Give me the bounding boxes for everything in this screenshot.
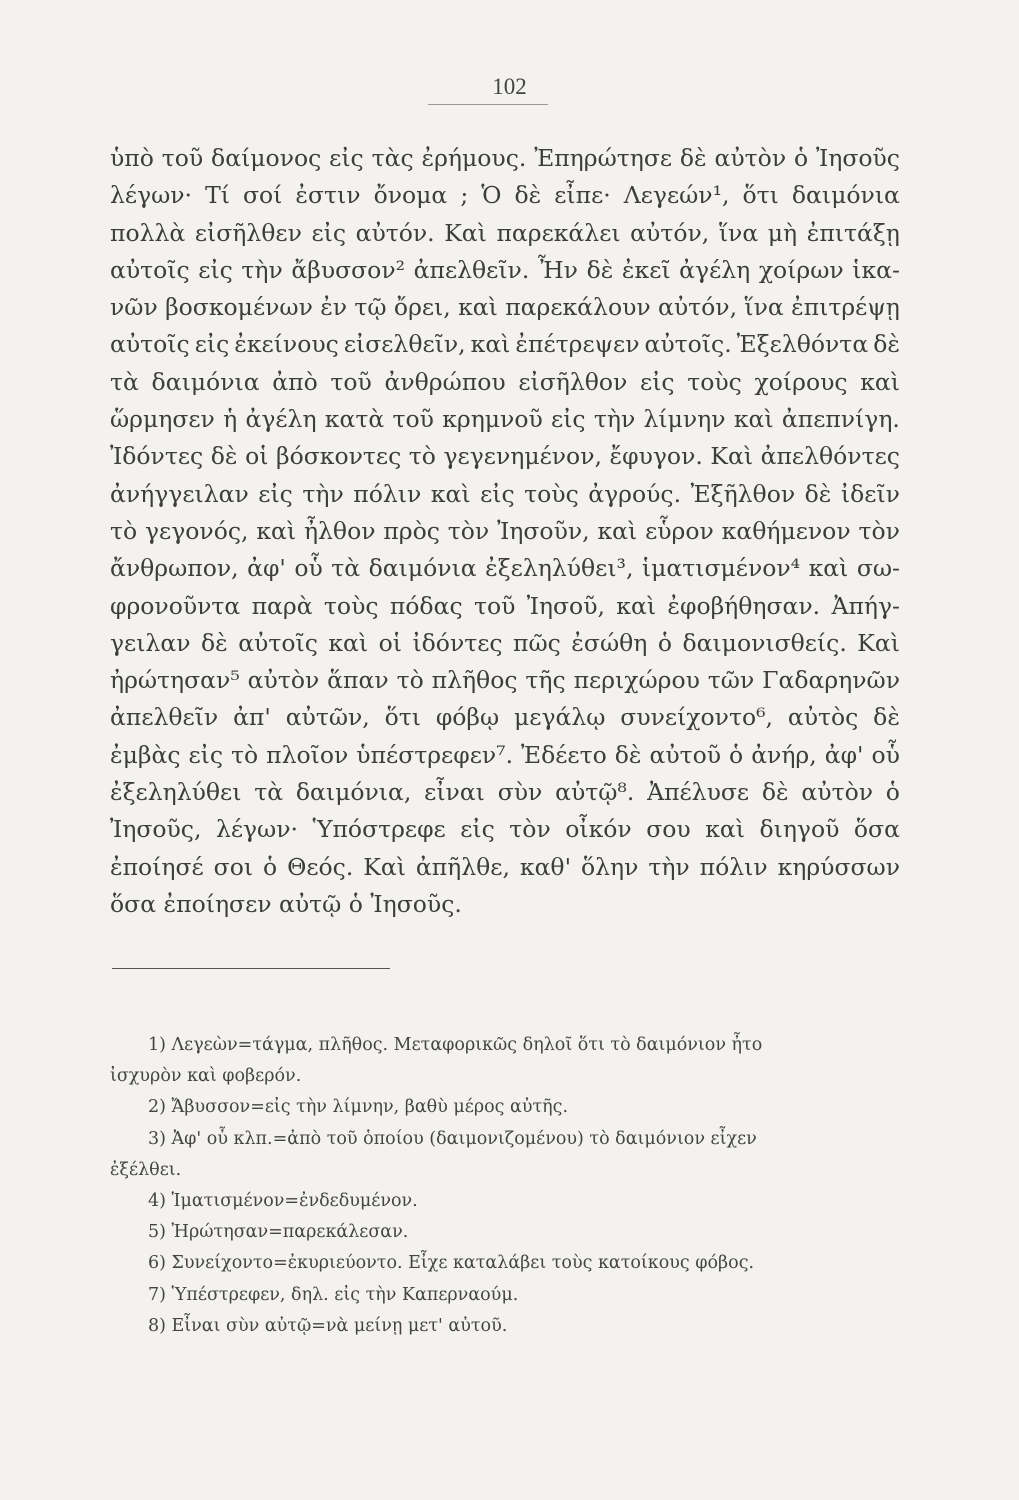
word: Ἐξελθόντα (736, 330, 869, 359)
word: ἰδεῖν (840, 479, 900, 508)
page-number: 102 (492, 74, 527, 99)
word: ἐν (320, 293, 348, 322)
word: Λεγεών¹, (623, 181, 730, 210)
word: ὁ (263, 852, 278, 881)
word: τοὺς (323, 591, 379, 620)
word: εἰς (640, 367, 675, 396)
text-line (110, 737, 900, 774)
word: τοῦ (330, 367, 372, 396)
word: παρεκάλουν (505, 293, 651, 322)
word: αὐτοῖς (110, 255, 190, 284)
word: δὲ (210, 442, 238, 471)
word: τοῦ (473, 591, 516, 620)
word: δὲ (873, 703, 900, 732)
word: νῶν (110, 293, 158, 322)
word: ὅτι (384, 703, 421, 732)
word: ἀφ' (824, 740, 864, 769)
word: ἱκα- (852, 255, 900, 284)
word: αὐτὸν (801, 778, 874, 807)
word: ἀπὸ (272, 367, 318, 396)
word: τὰ (110, 367, 139, 396)
word: λίμνην (643, 405, 726, 434)
word: Ἀπέλυσε (647, 778, 750, 807)
word: ἄνθρωπον, (110, 554, 239, 583)
footnote-rule (112, 968, 390, 969)
word: εὗρον (645, 516, 714, 545)
word: εἰσῆλθον (518, 367, 628, 396)
word: ἀγέλη (245, 405, 317, 434)
word: Ἀπήγ- (831, 591, 900, 620)
word: ἀπελθεῖν (110, 703, 219, 732)
word: τοὺς (687, 367, 742, 396)
word: Θεός. (287, 852, 354, 881)
word: Καὶ (444, 218, 487, 247)
word: καὶ (616, 591, 657, 620)
word: ἐμβὰς (110, 740, 181, 769)
word: καθήμενον (721, 516, 851, 545)
word: ὑπέστρεφεν⁷. (356, 740, 514, 769)
word: ὁ (729, 740, 744, 769)
word: εἰς (188, 740, 224, 769)
word: δὲ (761, 778, 789, 807)
word: σου (646, 815, 691, 844)
text-line (110, 588, 900, 625)
word: ὄρει, (393, 293, 451, 322)
word: καὶ (470, 330, 511, 359)
word: ἐσώθη (571, 628, 648, 657)
word: τὸν (447, 516, 490, 545)
word: εἶπε· (554, 181, 611, 210)
word: εἰς (258, 479, 293, 508)
word: Ἐξῆλθον (690, 479, 796, 508)
header-rule (428, 104, 548, 105)
word: τὴν (241, 255, 283, 284)
word: δὲ (586, 255, 614, 284)
text-line (110, 476, 900, 513)
word: βόσκοντες (276, 442, 402, 471)
word: αὐτόν, (630, 218, 710, 247)
word: ἀνήγγειλαν (110, 479, 249, 508)
word: καὶ (256, 516, 297, 545)
word: καὶ (597, 516, 638, 545)
word: Ἦν (537, 255, 578, 284)
word: σὺν (497, 778, 543, 807)
word: εἶναι (424, 778, 485, 807)
word: δαιμόνια (791, 181, 900, 210)
word: τοῦ (161, 144, 204, 172)
word: ἀπ' (233, 703, 271, 732)
word: βοσκομένων (165, 293, 313, 322)
word: Ἰησοῦς, (110, 815, 202, 844)
word: Καὶ (857, 628, 900, 657)
word: συνείχοντο⁶, (620, 703, 774, 732)
word: αὐτὸν (247, 666, 320, 695)
word: κηρύσσων (777, 852, 900, 881)
text-line (110, 625, 900, 662)
word: ἅπαν (327, 666, 389, 695)
word: κατὰ (324, 405, 385, 434)
word: τῶν (707, 666, 755, 695)
word: καὶ (733, 405, 774, 434)
word: ἐφοβήθησαν. (667, 591, 821, 620)
word: δὲ (679, 144, 707, 172)
word: οἱ (378, 628, 402, 657)
word: λέγων· (215, 815, 298, 844)
word: τὸν (858, 516, 900, 545)
text-line (110, 662, 900, 699)
footnote-line: 6) Συνείχοντο=ἐκυριεύοντο. Εἶχε καταλάβει τοὺς κατοίκους φόβος. (148, 1253, 755, 1274)
word: Ἰδόντες (110, 442, 204, 471)
word: αὐτῶν, (285, 703, 370, 732)
word: σοι (213, 852, 254, 881)
word: ἀπῆλθε, (415, 852, 510, 881)
word: σω- (856, 554, 900, 583)
word: Γαδαρηνῶν (762, 666, 900, 695)
word: οἶκόν (565, 815, 632, 844)
word: πόλιν (353, 479, 422, 508)
footnote-line: 4) Ἱματισμένον=ἐνδεδυμένον. (148, 1190, 418, 1211)
word: ἐξεληλύθει³, (485, 554, 634, 583)
word: εἰσῆλθεν (194, 218, 302, 247)
word: λέγων· (110, 181, 193, 210)
word: ὁ (657, 628, 672, 657)
word: εἰσελθεῖν, (343, 330, 466, 359)
footnote-line: 3) Ἀφ' οὗ κλπ.=ἀπὸ τοῦ ὁποίου (δαιμονιζομένου) τὸ δαιμόνιον εἶχεν (148, 1128, 757, 1149)
word: τὴν (648, 852, 690, 881)
text-line (110, 289, 900, 326)
text-line (110, 215, 900, 252)
footnotes (110, 1030, 900, 1342)
word: καὶ (860, 367, 900, 396)
word: τῆς (525, 666, 566, 695)
text-line: ὅσα ἐποίησεν αὐτῷ ὁ Ἰησοῦς. (110, 889, 462, 918)
word: πόδας (389, 591, 463, 620)
word: ὅσα (853, 815, 900, 844)
word: ἠρώτησαν⁵ (110, 666, 240, 695)
word: τοὺς (524, 479, 579, 508)
word: αὐτόν. (355, 218, 435, 247)
word: ὄνομα (373, 181, 448, 210)
word: φόβῳ (435, 703, 500, 732)
word: ἡ (223, 405, 238, 434)
word: πλῆθος (431, 666, 518, 695)
footnote-line: 1) Λεγεὼν=τάγμα, πλῆθος. Μεταφορικῶς δηλοῖ ὅτι τὸ δαιμόνιον ἦτο (148, 1035, 763, 1055)
word: αὐτόν, (658, 293, 738, 322)
word: αὐτὸν (714, 144, 787, 172)
word: εἰς (311, 218, 346, 247)
footnote-line: ἐξέλθει. (110, 1159, 182, 1180)
text-line (110, 140, 900, 177)
word: ὁ (793, 144, 809, 172)
word: δὲ (804, 479, 832, 508)
word: μεγάλῳ (514, 703, 606, 732)
word: αὐτοῖς (110, 330, 190, 359)
word: οὗ (871, 740, 900, 769)
word: διηγοῦ (759, 815, 840, 844)
word: μὴ (767, 218, 798, 247)
word: ἵνα (744, 293, 784, 322)
word: Ἐδέετο (521, 740, 607, 769)
word: ἰδόντες (412, 628, 503, 657)
word: τὸ (110, 516, 138, 545)
word: Ἰησοῦ, (526, 591, 605, 620)
word: τὰ (331, 554, 361, 583)
text-line (110, 177, 900, 214)
word: γειλαν (110, 628, 191, 657)
text-line (110, 364, 900, 401)
word: περιχώρου (573, 666, 700, 695)
text-line (110, 550, 900, 587)
text-line (110, 774, 900, 811)
word: ἐπιτάξῃ (806, 218, 900, 247)
word: δὲ (514, 181, 542, 210)
word: Ὑπόστρεφε (312, 815, 446, 844)
word: ἀγέλη (679, 255, 751, 284)
text-line (110, 699, 900, 736)
word: φρονοῦντα (110, 591, 241, 620)
word: ἐποίησέ (110, 852, 204, 881)
word: εἰς (480, 479, 515, 508)
word: εἰς (194, 330, 230, 359)
word: ἀνθρώπου (384, 367, 506, 396)
word: ἵνα (718, 218, 759, 247)
word: καθ' (519, 852, 572, 881)
text-line (110, 252, 900, 289)
word: πολλὰ (110, 218, 186, 247)
word: παρεκάλει (496, 218, 621, 247)
text-line (110, 326, 900, 363)
word: Ἰησοῦν, (497, 516, 590, 545)
word: γεγονός, (145, 516, 249, 545)
word: δαιμόνια (151, 367, 260, 396)
word: δὲ (873, 330, 900, 359)
word: τὸ (408, 442, 436, 471)
word: ἱματισμένον⁴ (641, 554, 801, 583)
word: ἐρήμους. (421, 144, 527, 172)
text-line (110, 438, 900, 475)
word: τὸ (396, 666, 424, 695)
word: εἰς (198, 255, 233, 284)
word: ἐξεληλύθει (110, 778, 242, 807)
word: καὶ (430, 479, 471, 508)
word: ἀφ' (247, 554, 286, 583)
word: χοίρων (758, 255, 844, 284)
word: δαιμονισθείς. (682, 628, 847, 657)
word: τὴν (302, 479, 344, 508)
word: αὐτοῖς. (644, 330, 732, 359)
word: αὐτῷ⁸. (555, 778, 635, 807)
word: Ἰησοῦς (816, 144, 900, 172)
word: εἰς (460, 815, 495, 844)
word: ἀπεπνίγη. (781, 405, 900, 434)
word: πρὸς (383, 516, 440, 545)
word: ἀπελθόντες (760, 442, 900, 471)
word: καὶ (705, 815, 745, 844)
word: εἰς (551, 405, 586, 434)
word: γεγενημένον, (443, 442, 602, 471)
word: αὐτοῦ (649, 740, 722, 769)
footnote-line: ἰσχυρὸν καὶ φοβερόν. (110, 1066, 302, 1087)
word: ἄβυσσον² (291, 255, 406, 284)
word: σοί (242, 181, 283, 210)
word: Καὶ (710, 442, 754, 471)
word: ὑπὸ (110, 144, 154, 172)
word: τὰς (371, 144, 414, 172)
text-line (110, 513, 900, 550)
word: ἦλθον (303, 516, 376, 545)
word: ; (460, 181, 469, 210)
word: Καὶ (363, 852, 406, 881)
word: τὸ (231, 740, 259, 769)
word: δαιμόνια (368, 554, 477, 583)
word: οἱ (245, 442, 269, 471)
word: Τί (205, 181, 230, 210)
text-line (110, 849, 900, 886)
word: καὶ (808, 554, 849, 583)
word: τῷ (354, 293, 387, 322)
word: τὸν (509, 815, 551, 844)
word: αὐτὸς (787, 703, 859, 732)
word: πόλιν (699, 852, 768, 881)
word: παρὰ (251, 591, 313, 620)
footnote-line: 8) Εἶναι σὺν αὐτῷ=νὰ μείνῃ μετ' αὐτοῦ. (148, 1315, 508, 1336)
word: οὗ (294, 554, 323, 583)
word: ἀγρούς. (588, 479, 682, 508)
word: πῶς (513, 628, 561, 657)
word: ὁ (885, 778, 900, 807)
word: ἐκείνους (234, 330, 339, 359)
footnote-line: 5) Ἠρώτησαν=παρεκάλεσαν. (148, 1222, 409, 1243)
word: ἀπελθεῖν. (413, 255, 530, 284)
word: ὅτι (742, 181, 779, 210)
word: καὶ (458, 293, 498, 322)
word: χοίρους (754, 367, 848, 396)
word: δὲ (200, 628, 228, 657)
word: Ἐπηρώτησε (534, 144, 673, 172)
footnote-line: 2) Ἄβυσσον=εἰς τὴν λίμνην, βαθὺ μέρος αὐτῆς. (148, 1097, 569, 1118)
word: κρημνοῦ (442, 405, 543, 434)
text-line (110, 401, 900, 438)
main-text (110, 140, 900, 923)
word: δαιμόνια, (295, 778, 412, 807)
text-line (110, 811, 900, 848)
word: δαίμονος (211, 144, 322, 172)
word: ἔφυγον. (609, 442, 703, 471)
word: πλοῖον (266, 740, 349, 769)
word: καὶ (328, 628, 369, 657)
footnote-line: 7) Ὑπέστρεφεν, δηλ. εἰς τὴν Καπερναούμ. (148, 1284, 519, 1305)
word: ἐστιν (295, 181, 361, 210)
word: εἰς (329, 144, 364, 172)
word: τὴν (593, 405, 636, 434)
word: αὐτοῖς (238, 628, 318, 657)
word: ἐκεῖ (621, 255, 671, 284)
word: ὅλην (580, 852, 639, 881)
word: τοῦ (392, 405, 434, 434)
word: τὰ (254, 778, 284, 807)
word: ἀνήρ, (751, 740, 817, 769)
word: ὥρμησεν (110, 405, 215, 434)
word: Ὁ (481, 181, 502, 210)
word: ἐπιτρέψῃ (791, 293, 900, 322)
word: δὲ (614, 740, 642, 769)
word: ἐπέτρεψεν (515, 330, 640, 359)
